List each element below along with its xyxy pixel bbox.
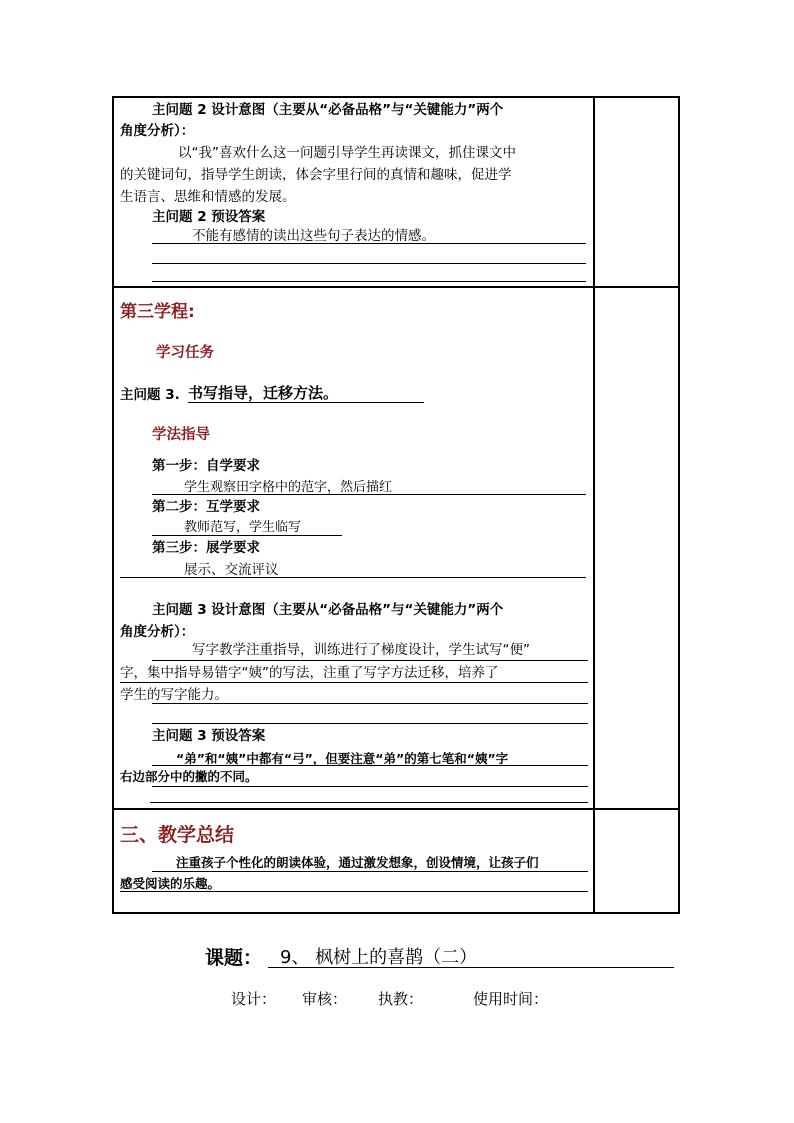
step-3-line	[120, 577, 586, 578]
intent-line	[152, 723, 588, 724]
step-3-label: 第三步：展学要求	[152, 540, 260, 556]
answer-line	[152, 263, 586, 264]
answer-line	[150, 802, 588, 803]
footer-title-value: 9、 枫树上的喜鹊（二）	[280, 947, 478, 968]
q2-intent-title-cont: 角度分析）：	[120, 123, 195, 139]
method-label: 学法指导	[152, 427, 210, 443]
intent-line	[152, 703, 588, 704]
q3-answer-title: 主问题 3 预设答案	[152, 728, 266, 744]
q3-prefix: 主问题 3.	[120, 387, 180, 403]
q3-intent-line-2: 字，集中指导易错字“姨”的写法，注重了写字方法迁移，培养了	[120, 665, 499, 681]
q2-answer-text: 不能有感情的读出这些句子表达的情感。	[192, 228, 435, 244]
section3-heading: 第三学程:	[120, 302, 195, 322]
step-3-text: 展示、交流评议	[184, 562, 279, 578]
footer-title-label: 课题：	[205, 947, 263, 969]
summary-line	[120, 891, 588, 892]
row-divider-2	[114, 808, 678, 810]
q3-intent-title-cont: 角度分析）：	[120, 624, 195, 640]
summary-line-1: 注重孩子个性化的朗读体验，通过激发想象，创设情境，让孩子们	[176, 855, 539, 870]
lesson-plan-table	[112, 96, 680, 914]
step-2-line	[152, 535, 342, 536]
summary-heading: 三、教学总结	[120, 824, 235, 846]
summary-line-2: 感受阅读的乐趣。	[120, 876, 221, 891]
q3-answer-line-2: 右边部分中的撇的不同。	[120, 769, 258, 784]
step-2-label: 第二步：互学要求	[152, 499, 260, 515]
step-2-text: 教师范写，学生临写	[184, 520, 302, 535]
intent-line	[152, 660, 588, 661]
q3-intent-title: 主问题 3 设计意图（主要从“必备品格”与“关键能力”两个	[152, 602, 504, 618]
design-label: 设计：	[231, 990, 277, 1008]
q3-answer-line-1: “弟”和“姨”中都有“弓”，但要注意“弟”的第七笔和“姨”字	[176, 751, 509, 766]
intent-line	[120, 682, 588, 683]
q3-text: 书写指导，迁移方法。	[188, 384, 339, 402]
answer-line	[152, 281, 586, 282]
q2-intent-line-2: 的关键词句，指导学生朗读，体会字里行间的真情和趣味，促进学	[120, 167, 512, 183]
column-divider	[593, 98, 595, 912]
review-label: 审核：	[302, 990, 348, 1008]
footer-title-underline	[268, 967, 674, 968]
time-label: 使用时间：	[473, 990, 549, 1008]
q2-intent-line-1: 以“我”喜欢什么这一问题引导学生再读课文，抓住课文中	[178, 145, 516, 161]
q3-underline	[188, 402, 424, 403]
answer-line	[152, 765, 588, 766]
teach-label: 执教：	[378, 990, 424, 1008]
answer-line	[152, 243, 586, 244]
q2-answer-title: 主问题 2 预设答案	[152, 209, 266, 225]
q2-intent-line-3: 生语言、思维和情感的发展。	[120, 189, 296, 205]
step-1-text: 学生观察田字格中的范字，然后描红	[184, 480, 393, 495]
q3-intent-line-1: 写字教学注重指导，训练进行了梯度设计，学生试写“便”	[192, 642, 530, 658]
task-label: 学习任务	[156, 345, 214, 361]
answer-line	[152, 786, 588, 787]
row-divider-1	[114, 286, 678, 288]
q3-intent-line-3: 学生的写字能力。	[120, 687, 228, 703]
q2-intent-title: 主问题 2 设计意图（主要从“必备品格”与“关键能力”两个	[152, 102, 504, 118]
summary-line	[152, 871, 588, 872]
step-1-line	[152, 494, 586, 495]
step-1-label: 第一步：自学要求	[152, 458, 260, 474]
